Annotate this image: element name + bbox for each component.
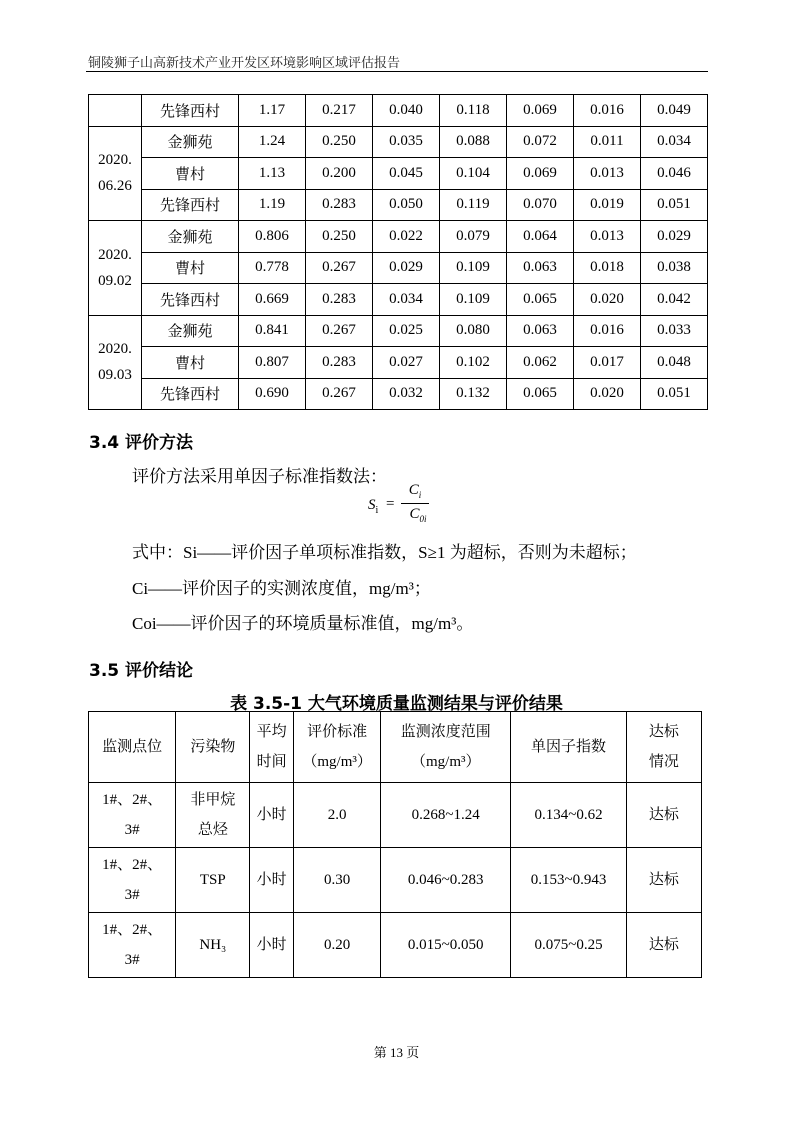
value-cell: 0.018 (574, 252, 641, 284)
value-cell: 0.016 (574, 315, 641, 347)
column-header: 监测点位 (89, 712, 176, 783)
table-row (89, 848, 702, 913)
value-cell: 0.806 (239, 221, 306, 253)
value-cell: 0.250 (306, 126, 373, 158)
value-cell: 0.032 (373, 378, 440, 410)
table-row (89, 783, 702, 848)
column-header: 单因子指数 (511, 712, 627, 783)
table-cell: 0.046~0.283 (381, 848, 511, 913)
column-header: 污染物 (176, 712, 250, 783)
site-cell: 先锋西村 (142, 378, 239, 410)
date-cell: 2020. 09.02 (89, 221, 142, 316)
site-cell: 先锋西村 (142, 284, 239, 316)
site-cell: 曹村 (142, 252, 239, 284)
table-cell: 0.134~0.62 (511, 783, 627, 848)
site-cell: 先锋西村 (142, 95, 239, 127)
value-cell: 0.045 (373, 158, 440, 190)
value-cell: 0.267 (306, 315, 373, 347)
table-cell: 达标 (626, 913, 701, 978)
definition-si: 式中：Si——评价因子单项标准指数，S≥1 为超标，否则为未超标； (132, 543, 637, 562)
value-cell: 0.069 (507, 95, 574, 127)
value-cell: 0.079 (440, 221, 507, 253)
site-cell: 金狮苑 (142, 315, 239, 347)
site-cell: 曹村 (142, 347, 239, 379)
value-cell: 0.132 (440, 378, 507, 410)
formula-numerator: $C_i$ (408, 482, 422, 500)
value-cell: 0.250 (306, 221, 373, 253)
value-cell: 0.217 (306, 95, 373, 127)
value-cell: 0.841 (239, 315, 306, 347)
value-cell: 0.013 (574, 158, 641, 190)
value-cell: 0.283 (306, 347, 373, 379)
table-cell: 2.0 (294, 783, 381, 848)
table-cell: 非甲烷 总烃 (176, 783, 250, 848)
value-cell: 0.063 (507, 252, 574, 284)
table-row (89, 158, 708, 190)
table-cell: 0.015~0.050 (381, 913, 511, 978)
value-cell: 0.046 (641, 158, 708, 190)
value-cell: 0.025 (373, 315, 440, 347)
value-cell: 0.019 (574, 189, 641, 221)
value-cell: 0.029 (641, 221, 708, 253)
value-cell: 0.118 (440, 95, 507, 127)
value-cell: 0.102 (440, 347, 507, 379)
value-cell: 0.035 (373, 126, 440, 158)
table-cell: TSP (176, 848, 250, 913)
table-cell: 0.30 (294, 848, 381, 913)
value-cell: 0.063 (507, 315, 574, 347)
column-header: 评价标准 （mg/m³） (294, 712, 381, 783)
value-cell: 0.088 (440, 126, 507, 158)
date-cell: 2020. 06.26 (89, 126, 142, 221)
value-cell: 0.807 (239, 347, 306, 379)
site-cell: 先锋西村 (142, 189, 239, 221)
value-cell: 0.017 (574, 347, 641, 379)
table-cell: 0.20 (294, 913, 381, 978)
value-cell: 0.778 (239, 252, 306, 284)
site-cell: 金狮苑 (142, 126, 239, 158)
page-number: 第 13 页 (373, 1045, 420, 1060)
date-cell: 2020. 09.03 (89, 315, 142, 410)
date-cell (89, 95, 142, 127)
table-cell: 达标 (626, 848, 701, 913)
value-cell: 0.016 (574, 95, 641, 127)
table-cell: 小时 (250, 848, 294, 913)
table-row (89, 315, 708, 347)
value-cell: 0.022 (373, 221, 440, 253)
value-cell: 0.048 (641, 347, 708, 379)
table-cell: 1#、2#、 3# (89, 783, 176, 848)
table-cell: 0.153~0.943 (511, 848, 627, 913)
table-row (89, 95, 708, 127)
value-cell: 0.065 (507, 284, 574, 316)
value-cell: 0.062 (507, 347, 574, 379)
value-cell: 0.690 (239, 378, 306, 410)
table-row (89, 378, 708, 410)
formula-fraction-bar (401, 503, 429, 504)
table-row (89, 347, 708, 379)
value-cell: 0.669 (239, 284, 306, 316)
value-cell: 0.200 (306, 158, 373, 190)
section-3-4-title: 3.4 评价方法 (89, 433, 194, 453)
table-header-row (89, 712, 702, 783)
site-cell: 曹村 (142, 158, 239, 190)
value-cell: 0.038 (641, 252, 708, 284)
value-cell: 0.109 (440, 252, 507, 284)
value-cell: 0.109 (440, 284, 507, 316)
table-cell: 小时 (250, 913, 294, 978)
value-cell: 0.070 (507, 189, 574, 221)
value-cell: 0.065 (507, 378, 574, 410)
table-row (89, 252, 708, 284)
definition-ci: Ci——评价因子的实测浓度值，mg/m³； (132, 579, 431, 598)
table-row (89, 126, 708, 158)
value-cell: 0.064 (507, 221, 574, 253)
value-cell: 0.013 (574, 221, 641, 253)
value-cell: 0.069 (507, 158, 574, 190)
formula-equals: = (386, 496, 395, 512)
value-cell: 0.049 (641, 95, 708, 127)
value-cell: 0.104 (440, 158, 507, 190)
value-cell: 0.034 (641, 126, 708, 158)
table-cell: 0.268~1.24 (381, 783, 511, 848)
value-cell: 0.267 (306, 252, 373, 284)
table-cell: 达标 (626, 783, 701, 848)
value-cell: 0.051 (641, 189, 708, 221)
table-cell: 小时 (250, 783, 294, 848)
table-cell: 1#、2#、 3# (89, 848, 176, 913)
value-cell: 0.119 (440, 189, 507, 221)
column-header: 平均 时间 (250, 712, 294, 783)
table-row (89, 189, 708, 221)
column-header: 监测浓度范围 （mg/m³） (381, 712, 511, 783)
value-cell: 0.011 (574, 126, 641, 158)
table-row (89, 221, 708, 253)
value-cell: 1.24 (239, 126, 306, 158)
value-cell: 0.080 (440, 315, 507, 347)
value-cell: 0.029 (373, 252, 440, 284)
value-cell: 0.027 (373, 347, 440, 379)
header-rule (86, 71, 708, 72)
table-caption: 表 3.5-1 大气环境质量监测结果与评价结果 (230, 694, 563, 714)
value-cell: 0.050 (373, 189, 440, 221)
value-cell: 0.051 (641, 378, 708, 410)
value-cell: 0.020 (574, 378, 641, 410)
standard-index-formula (368, 482, 448, 532)
value-cell: 1.13 (239, 158, 306, 190)
formula-lhs: $S_i$ (368, 497, 379, 516)
value-cell: 0.042 (641, 284, 708, 316)
table-cell: 1#、2#、 3# (89, 913, 176, 978)
value-cell: 1.17 (239, 95, 306, 127)
site-cell: 金狮苑 (142, 221, 239, 253)
table-cell: NH₃ (176, 913, 250, 978)
monitoring-data-table (88, 94, 708, 410)
value-cell: 0.020 (574, 284, 641, 316)
section-3-5-title: 3.5 评价结论 (89, 661, 194, 681)
value-cell: 0.283 (306, 189, 373, 221)
value-cell: 0.033 (641, 315, 708, 347)
table-cell: 0.075~0.25 (511, 913, 627, 978)
formula-denominator: $C_{0i}$ (409, 506, 427, 524)
table-row (89, 284, 708, 316)
value-cell: 1.19 (239, 189, 306, 221)
value-cell: 0.267 (306, 378, 373, 410)
evaluation-result-table (88, 711, 702, 978)
column-header: 达标 情况 (626, 712, 701, 783)
definition-c0i: Coi——评价因子的环境质量标准值，mg/m³。 (132, 614, 474, 633)
value-cell: 0.040 (373, 95, 440, 127)
value-cell: 0.034 (373, 284, 440, 316)
value-cell: 0.283 (306, 284, 373, 316)
report-header: 铜陵狮子山高新技术产业开发区环境影响区域评估报告 (88, 56, 401, 71)
table-row (89, 913, 702, 978)
value-cell: 0.072 (507, 126, 574, 158)
method-intro: 评价方法采用单因子标准指数法： (132, 467, 387, 486)
